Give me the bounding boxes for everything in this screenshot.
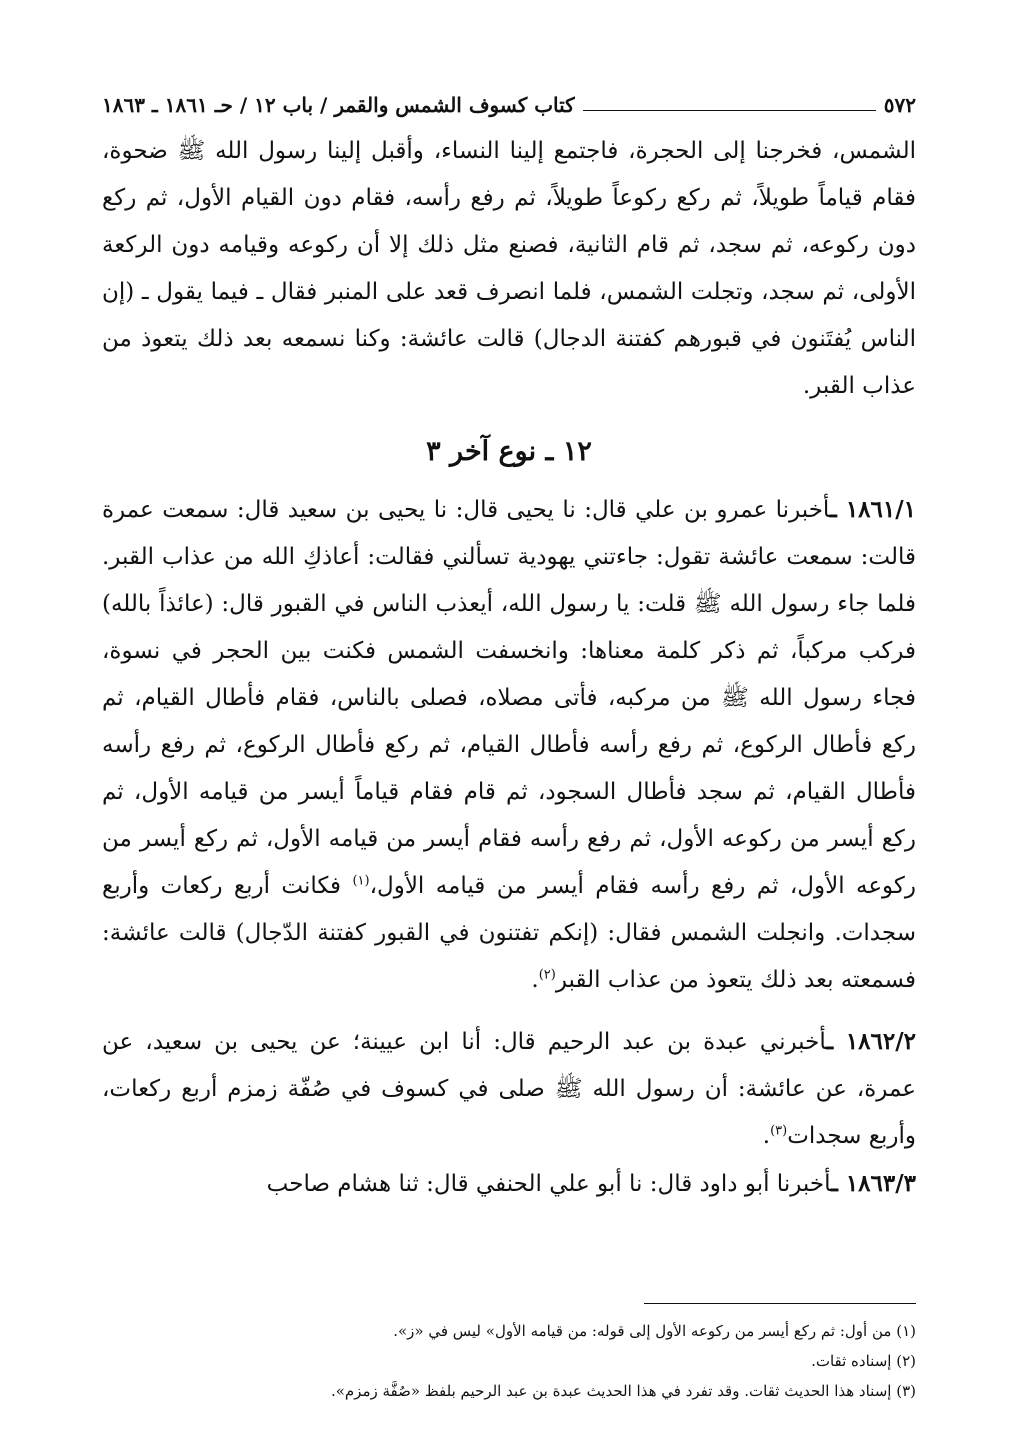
hadith-1861: [102, 486, 916, 1004]
hadith-1863: [102, 1160, 916, 1208]
footnotes: [102, 1316, 916, 1406]
hadith-text: أخبرنا عمرو بن علي قال: نا يحيى قال: نا يحيى بن سعيد قال: سمعت عمرة قالت: سمعت عائشة تقول: جاءتني يهودية تسألني فقالت: أعاذكِ الله من عذاب القبر. فلما جاء رسول الله ﷺ قلت: يا رسول الله، أيعذب الناس في القبور قال: (عائذاً بالله) فركب مركباً، ثم ذكر كلمة معناها: وانخسفت الشمس فكنت بين الحجر في نسوة، فجاء رسول الله ﷺ من مركبه، فأتى مصلاه، فصلى بالناس، فقام فأطال القيام، ثم ركع فأطال الركوع، ثم رفع رأسه فأطال القيام، ثم ركع فأطال الركوع، ثم رفع رأسه فأطال القيام، ثم سجد فأطال السجود، ثم قام فقام قياماً أيسر من قيامه الأول، ثم ركع أيسر من ركوعه الأول، ثم رفع رأسه فقام أيسر من قيامه الأول، ثم ركع أيسر من ركوعه الأول، ثم رفع رأسه فقام أيسر من قيامه الأول،: [102, 497, 916, 899]
hadith-number: ١٨٦٣/٣ ـ: [831, 1170, 916, 1197]
hadith-number: ١٨٦٢/٢ ـ: [826, 1028, 916, 1055]
footnote-text: من أول: ثم ركع أيسر من ركوعه الأول إلى قوله: من قيامه الأول» ليس في «ز».: [393, 1322, 892, 1340]
footnote-number: (١): [896, 1322, 916, 1340]
section-heading: ١٢ ـ نوع آخر ٣: [426, 436, 592, 467]
hadith-end: .: [531, 967, 539, 993]
footnote: [102, 1376, 916, 1406]
footnote: [102, 1346, 916, 1376]
running-header: [102, 92, 916, 118]
hadith-text: أخبرنا أبو داود قال: نا أبو علي الحنفي قال: ثنا هشام صاحب: [266, 1171, 832, 1197]
running-title: كتاب كسوف الشمس والقمر / باب ١٢ / حـ ١٨٦١ ـ ١٨٦٣: [102, 93, 575, 117]
footnote-marker: (١): [352, 873, 370, 889]
footnote: [102, 1316, 916, 1346]
paragraph-gap: [102, 1004, 916, 1018]
hadith-text-continued: فكانت أربع ركعات وأربع سجدات. وانجلت الشمس فقال: (إنكم تفتنون في القبور كفتنة الدّجال) قالت عائشة: فسمعته بعد ذلك يتعوذ من عذاب القبر: [102, 873, 916, 993]
hadith-1862: [102, 1018, 916, 1160]
footnote-number: (٢): [896, 1352, 916, 1370]
page-number: ٥٧٢: [883, 93, 916, 117]
header-rule: [583, 110, 876, 111]
intro-paragraph: الشمس، فخرجنا إلى الحجرة، فاجتمع إلينا النساء، وأقبل إلينا رسول الله ﷺ ضحوة، فقام قياماً طويلاً، ثم ركع ركوعاً طويلاً، ثم رفع رأسه، فقام دون القيام الأول، ثم ركع دون ركوعه، ثم سجد، ثم قام الثانية، فصنع مثل ذلك إلا أن ركوعه وقيامه دون الركعة الأولى، ثم سجد، وتجلت الشمس، فلما انصرف قعد على المنبر فقال ـ فيما يقول ـ (إن الناس يُفتَنون في قبورهم كفتنة الدجال) قالت عائشة: وكنا نسمعه بعد ذلك يتعوذ من عذاب القبر.: [102, 138, 916, 399]
footnote-separator: [644, 1303, 916, 1304]
footnote-number: (٣): [896, 1382, 916, 1400]
hadith-text: أخبرني عبدة بن عبد الرحيم قال: أنا ابن عيينة؛ عن يحيى بن سعيد، عن عمرة، عن عائشة: أن رسول الله ﷺ صلى في كسوف في صُفّة زمزم أربع ركعات، وأربع سجدات: [102, 1029, 916, 1149]
hadith-number: ١٨٦١/١ ـ: [829, 496, 916, 523]
footnote-text: إسناد هذا الحديث ثقات. وقد تفرد في هذا الحديث عبدة بن عبد الرحيم بلفظ «صُفَّة زمزم».: [330, 1382, 892, 1400]
footnote-text: إسناده ثقات.: [811, 1352, 892, 1370]
footnote-marker: (٢): [538, 967, 556, 983]
footnote-marker: (٣): [770, 1123, 788, 1139]
hadith-end: .: [762, 1123, 771, 1149]
